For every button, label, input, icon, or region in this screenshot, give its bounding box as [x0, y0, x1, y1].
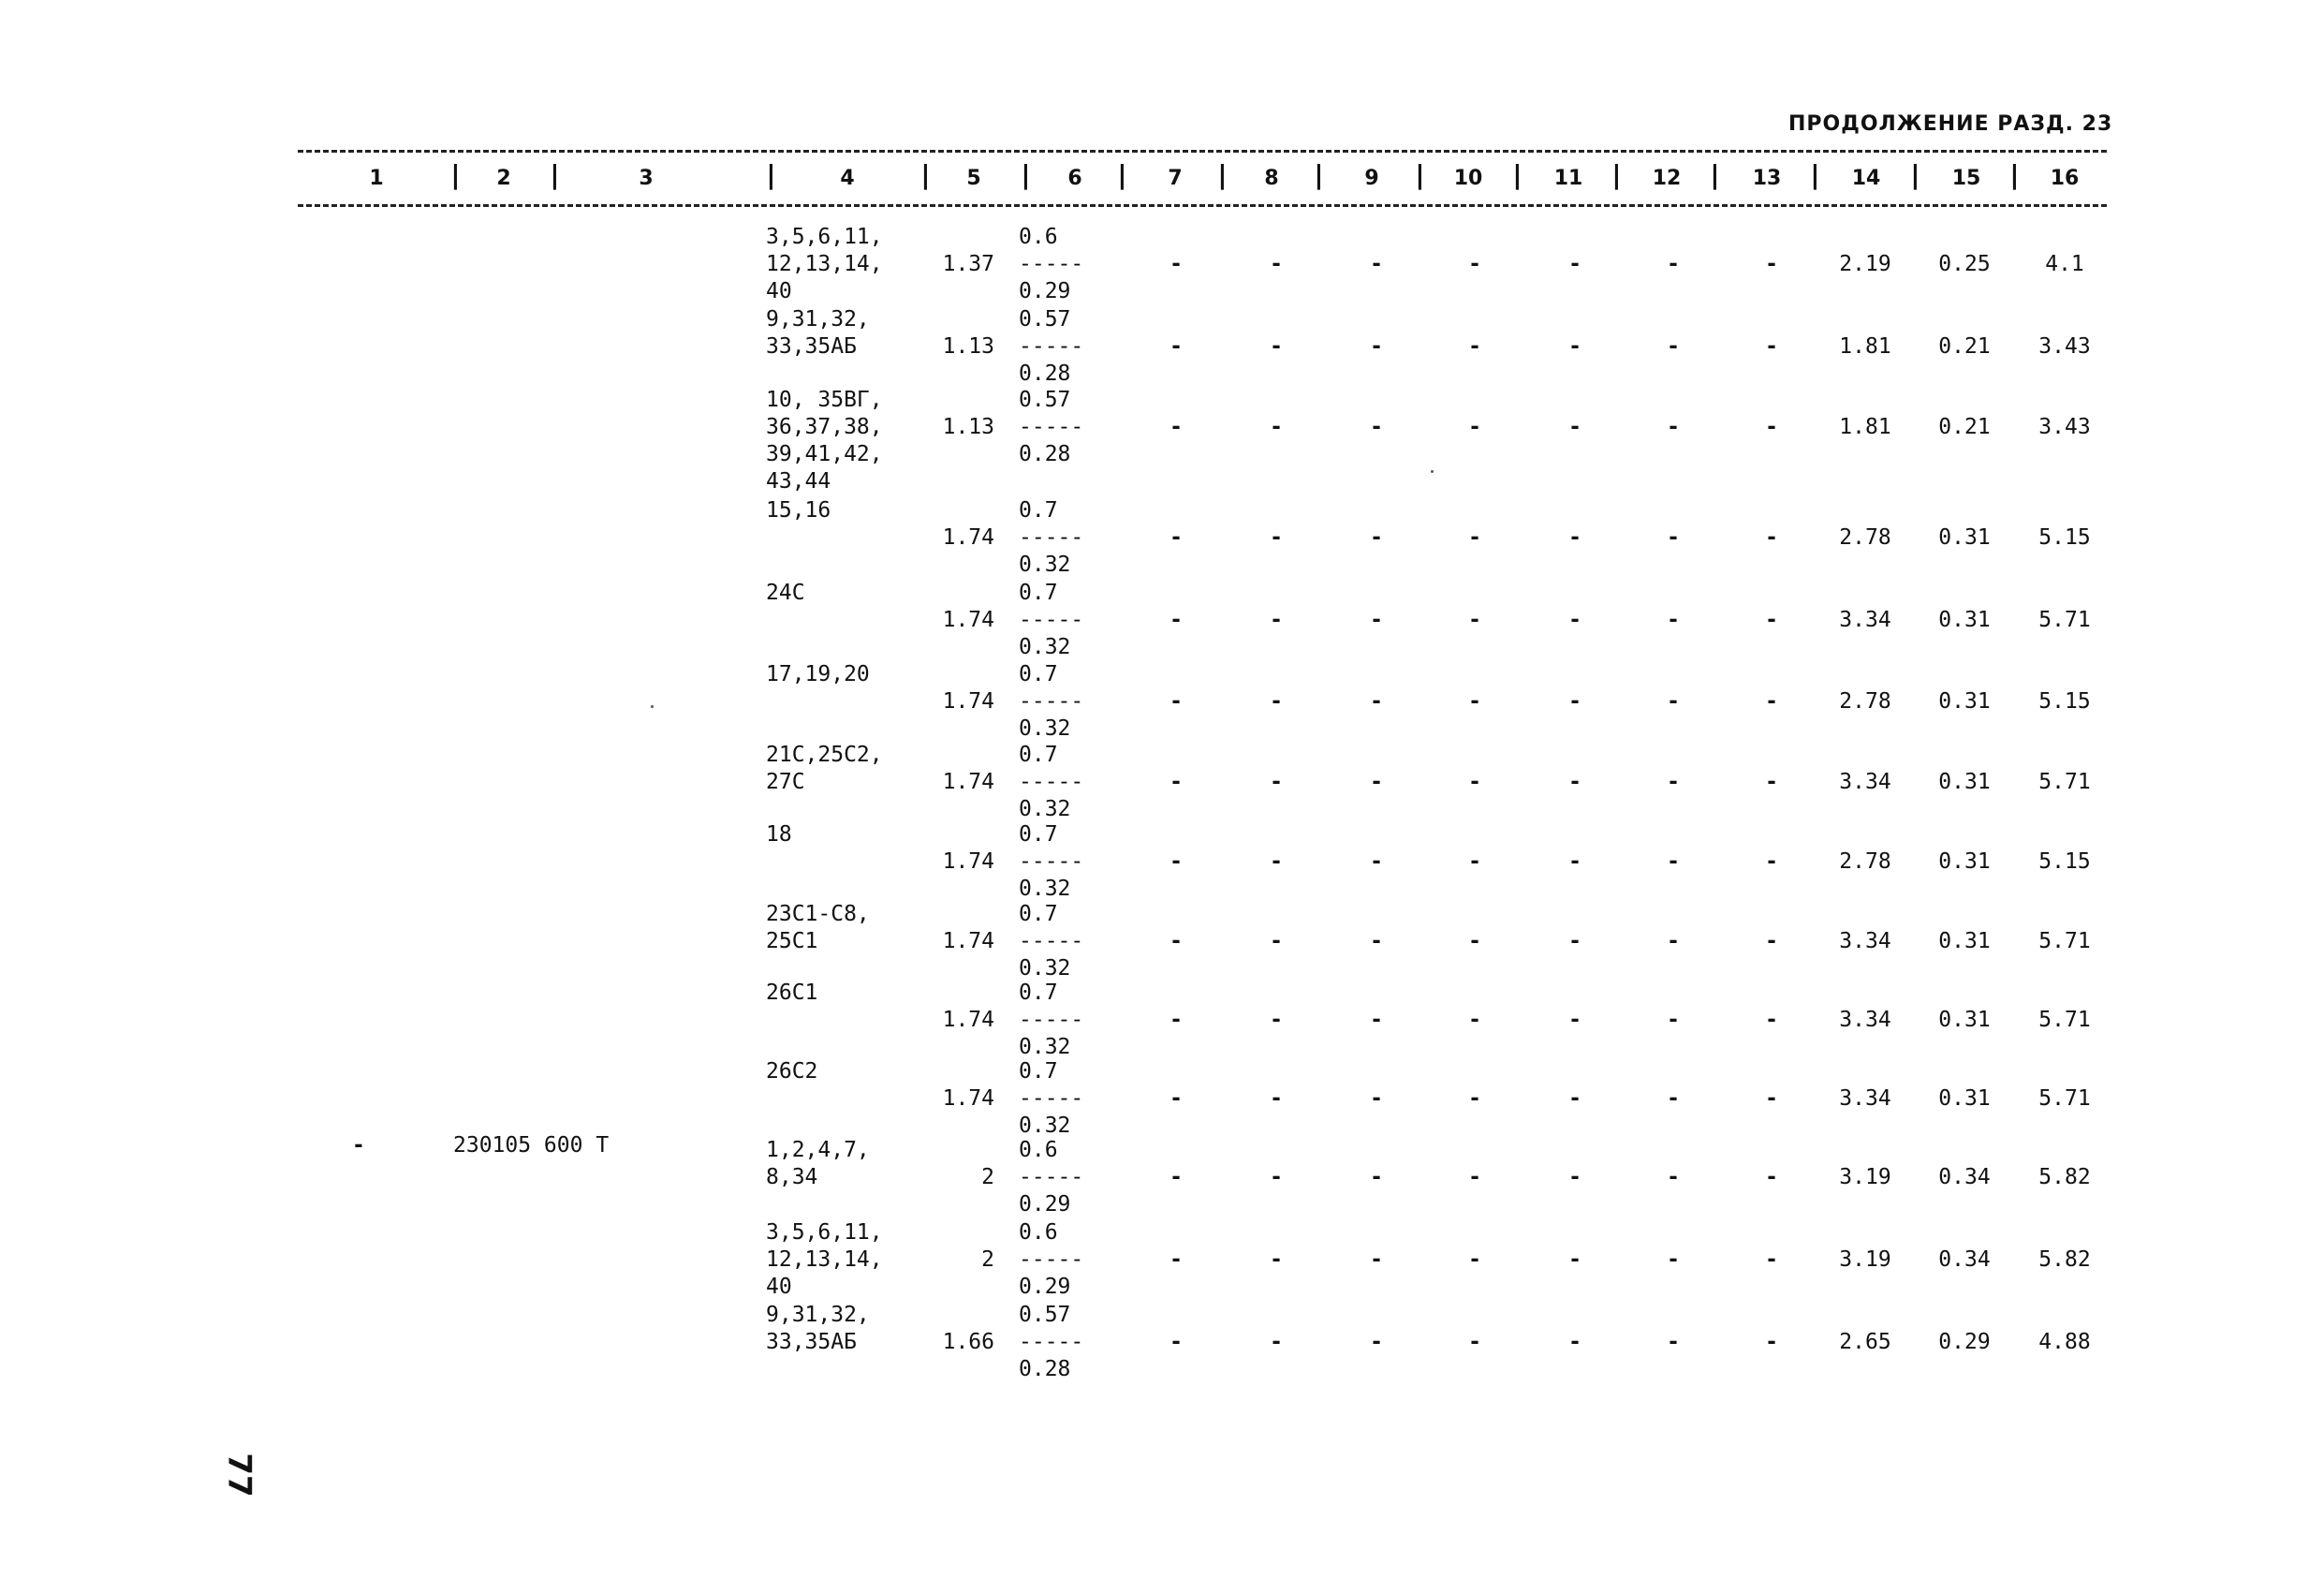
cell-col11: -: [1568, 252, 1581, 276]
cell-col5: 1.74: [942, 608, 994, 632]
fraction-bar: -----: [1019, 689, 1084, 714]
cell-col14: 3.34: [1839, 1086, 1891, 1111]
header-separator: |: [1509, 159, 1525, 190]
cell-col6: 0.7: [1019, 498, 1058, 523]
cell-col5: 1.74: [942, 770, 994, 794]
header-separator: |: [1018, 159, 1034, 190]
cell-col4: 26С1: [766, 981, 818, 1005]
fraction-bar: -----: [1019, 1330, 1084, 1354]
cell-col12: -: [1667, 929, 1680, 953]
cell-col7: -: [1169, 1247, 1183, 1272]
header-cell-14: 14: [1851, 167, 1881, 190]
cell-col4: 33,35АБ: [766, 334, 857, 359]
cell-col5: 1.74: [942, 1086, 994, 1111]
cell-col4: 21С,25С2,: [766, 743, 883, 767]
cell-col12: -: [1667, 1008, 1680, 1032]
cell-col14: 3.34: [1839, 608, 1891, 632]
header-cell-4: 4: [840, 167, 855, 190]
fraction-bar: -----: [1019, 849, 1084, 874]
cell-col6: 0.28: [1019, 361, 1071, 386]
fraction-bar: -----: [1019, 525, 1084, 550]
cell-col4: 33,35АБ: [766, 1330, 857, 1354]
cell-col6: 0.7: [1019, 822, 1058, 847]
header-cell-5: 5: [966, 167, 981, 190]
cell-col8: -: [1270, 849, 1283, 874]
cell-col5: 1.37: [942, 252, 994, 276]
fraction-bar: -----: [1019, 608, 1084, 632]
cell-col8: -: [1270, 252, 1283, 276]
cell-col13: -: [1765, 415, 1778, 439]
cell-col7: -: [1169, 929, 1183, 953]
header-separator: |: [1114, 159, 1130, 190]
cell-col4: 18: [766, 822, 792, 847]
cell-col15: 0.31: [1938, 1008, 1991, 1032]
cell-col8: -: [1270, 525, 1283, 550]
cell-col14: 3.34: [1839, 770, 1891, 794]
cell-col14: 2.78: [1839, 849, 1891, 874]
cell-col10: -: [1468, 1330, 1481, 1354]
cell-col15: 0.31: [1938, 770, 1991, 794]
cell-col15: 0.31: [1938, 689, 1991, 714]
cell-col4: 8,34: [766, 1165, 818, 1189]
cell-col13: -: [1765, 1247, 1778, 1272]
cell-col14: 2.19: [1839, 252, 1891, 276]
cell-col10: -: [1468, 608, 1481, 632]
cell-col12: -: [1667, 525, 1680, 550]
cell-col15: 0.34: [1938, 1247, 1991, 1272]
cell-col6: 0.7: [1019, 743, 1058, 767]
fraction-bar: -----: [1019, 1247, 1084, 1272]
header-separator: |: [763, 159, 779, 190]
cell-col10: -: [1468, 770, 1481, 794]
cell-col14: 1.81: [1839, 415, 1891, 439]
cell-col11: -: [1568, 525, 1581, 550]
cell-col5: 1.66: [942, 1330, 994, 1354]
cell-col10: -: [1468, 252, 1481, 276]
cell-col5: 1.74: [942, 929, 994, 953]
cell-col7: -: [1169, 252, 1183, 276]
cell-col9: -: [1370, 252, 1383, 276]
cell-col4: 1,2,4,7,: [766, 1138, 870, 1162]
header-separator: |: [1907, 159, 1923, 190]
cell-col7: -: [1169, 334, 1183, 359]
cell-col11: -: [1568, 770, 1581, 794]
cell-col6: 0.7: [1019, 981, 1058, 1005]
cell-col5: 1.74: [942, 849, 994, 874]
cell-col10: -: [1468, 415, 1481, 439]
section-caption: ПРОДОЛЖЕНИЕ РАЗД. 23: [1788, 112, 2113, 136]
cell-col6: 0.6: [1019, 1138, 1058, 1162]
header-cell-12: 12: [1652, 167, 1682, 190]
cell-col11: -: [1568, 608, 1581, 632]
cell-col6: 0.32: [1019, 1035, 1071, 1059]
cell-col7: -: [1169, 608, 1183, 632]
cell-col9: -: [1370, 415, 1383, 439]
cell-col13: -: [1765, 608, 1778, 632]
cell-col8: -: [1270, 770, 1283, 794]
cell-col5: 1.13: [942, 415, 994, 439]
header-separator: |: [547, 159, 563, 190]
cell-col4: 27С: [766, 770, 805, 794]
cell-col8: -: [1270, 1247, 1283, 1272]
cell-col8: -: [1270, 929, 1283, 953]
header-separator: |: [1412, 159, 1428, 190]
cell-col7: -: [1169, 415, 1183, 439]
cell-col12: -: [1667, 689, 1680, 714]
cell-col15: 0.31: [1938, 929, 1991, 953]
cell-col11: -: [1568, 689, 1581, 714]
cell-col5: 1.74: [942, 689, 994, 714]
fraction-bar: -----: [1019, 1008, 1084, 1032]
cell-col11: -: [1568, 334, 1581, 359]
cell-col9: -: [1370, 334, 1383, 359]
cell-col8: -: [1270, 415, 1283, 439]
cell-col11: -: [1568, 849, 1581, 874]
cell-col13: -: [1765, 849, 1778, 874]
cell-col12: -: [1667, 252, 1680, 276]
cell-col10: -: [1468, 929, 1481, 953]
cell-col7: -: [1169, 525, 1183, 550]
cell-col4: 39,41,42,: [766, 442, 883, 466]
cell-col6: 0.57: [1019, 307, 1071, 332]
cell-col16: 5.15: [2038, 689, 2091, 714]
cell-col4: 36,37,38,: [766, 415, 883, 439]
header-separator: |: [918, 159, 934, 190]
header-cell-13: 13: [1752, 167, 1782, 190]
cell-col14: 2.78: [1839, 689, 1891, 714]
cell-col14: 3.34: [1839, 929, 1891, 953]
cell-col13: -: [1765, 1165, 1778, 1189]
cell-col5: 2: [981, 1165, 994, 1189]
header-cell-2: 2: [496, 167, 511, 190]
header-cell-8: 8: [1264, 167, 1279, 190]
header-separator: |: [1707, 159, 1723, 190]
cell-col9: -: [1370, 1330, 1383, 1354]
cell-col6: 0.7: [1019, 581, 1058, 605]
cell-col7: -: [1169, 1008, 1183, 1032]
cell-col4: 17,19,20: [766, 662, 870, 686]
cell-col5: 1.13: [942, 334, 994, 359]
cell-col6: 0.28: [1019, 1357, 1071, 1381]
cell-col6: 0.32: [1019, 956, 1071, 981]
cell-col4: 25С1: [766, 929, 818, 953]
cell-col10: -: [1468, 334, 1481, 359]
cell-col16: 5.15: [2038, 849, 2091, 874]
cell-col16: 5.71: [2038, 608, 2091, 632]
cell-col6: 0.32: [1019, 716, 1071, 741]
cell-col4: 26С2: [766, 1059, 818, 1084]
cell-col6: 0.6: [1019, 1220, 1058, 1245]
cell-col9: -: [1370, 1247, 1383, 1272]
cell-col15: 0.34: [1938, 1165, 1991, 1189]
cell-col7: -: [1169, 770, 1183, 794]
cell-col16: 3.43: [2038, 415, 2091, 439]
cell-col13: -: [1765, 1008, 1778, 1032]
cell-col14: 1.81: [1839, 334, 1891, 359]
cell-col7: -: [1169, 1165, 1183, 1189]
cell-col5: 1.74: [942, 1008, 994, 1032]
fraction-bar: -----: [1019, 770, 1084, 794]
cell-col8: -: [1270, 334, 1283, 359]
scan-speck: [651, 705, 654, 708]
fraction-bar: -----: [1019, 929, 1084, 953]
cell-col10: -: [1468, 849, 1481, 874]
cell-col4: 3,5,6,11,: [766, 1220, 883, 1245]
cell-col13: -: [1765, 689, 1778, 714]
cell-col6: 0.29: [1019, 279, 1071, 303]
cell-col6: 0.28: [1019, 442, 1071, 466]
cell-col10: -: [1468, 1008, 1481, 1032]
header-separator: |: [448, 159, 463, 190]
cell-col6: 0.32: [1019, 877, 1071, 901]
header-cell-1: 1: [369, 167, 384, 190]
fraction-bar: -----: [1019, 334, 1084, 359]
cell-col6: 0.32: [1019, 797, 1071, 821]
cell-col10: -: [1468, 1165, 1481, 1189]
cell-col9: -: [1370, 1165, 1383, 1189]
cell-col9: -: [1370, 689, 1383, 714]
cell-col16: 5.71: [2038, 929, 2091, 953]
cell-col7: -: [1169, 1330, 1183, 1354]
cell-col6: 0.32: [1019, 635, 1071, 659]
cell-col16: 4.88: [2038, 1330, 2091, 1354]
cell-col14: 2.78: [1839, 525, 1891, 550]
cell-col8: -: [1270, 1008, 1283, 1032]
cell-col16: 5.15: [2038, 525, 2091, 550]
cell-col6: 0.29: [1019, 1192, 1071, 1217]
header-separator: |: [1214, 159, 1230, 190]
header-separator: |: [1311, 159, 1327, 190]
header-cell-11: 11: [1553, 167, 1583, 190]
scan-speck: [1431, 470, 1434, 473]
cell-col13: -: [1765, 1086, 1778, 1111]
cell-col6: 0.7: [1019, 662, 1058, 686]
cell-col4: 24С: [766, 581, 805, 605]
cell-col4: 9,31,32,: [766, 1303, 870, 1327]
cell-col16: 5.71: [2038, 770, 2091, 794]
cell-col14: 3.19: [1839, 1247, 1891, 1272]
header-cell-16: 16: [2050, 167, 2080, 190]
header-separator: |: [1609, 159, 1625, 190]
cell-col14: 3.19: [1839, 1165, 1891, 1189]
header-cell-15: 15: [1951, 167, 1981, 190]
header-separator: |: [1807, 159, 1823, 190]
fraction-bar: -----: [1019, 1165, 1084, 1189]
cell-col12: -: [1667, 334, 1680, 359]
cell-col16: 4.1: [2045, 252, 2084, 276]
cell-col13: -: [1765, 525, 1778, 550]
cell-col4: 12,13,14,: [766, 252, 883, 276]
header-cell-6: 6: [1067, 167, 1082, 190]
cell-col9: -: [1370, 849, 1383, 874]
cell-col7: -: [1169, 849, 1183, 874]
cell-col8: -: [1270, 608, 1283, 632]
cell-col14: 3.34: [1839, 1008, 1891, 1032]
cell-col10: -: [1468, 1086, 1481, 1111]
cell-col8: -: [1270, 1086, 1283, 1111]
cell-col6: 0.7: [1019, 902, 1058, 926]
cell-col11: -: [1568, 1086, 1581, 1111]
cell-col4: 10, 35ВГ,: [766, 388, 883, 412]
cell-col4: 40: [766, 279, 792, 303]
cell-col15: 0.31: [1938, 1086, 1991, 1111]
header-cell-9: 9: [1364, 167, 1379, 190]
cell-col5: 1.74: [942, 525, 994, 550]
cell-col13: -: [1765, 1330, 1778, 1354]
cell-col4: 15,16: [766, 498, 831, 523]
fraction-bar: -----: [1019, 1086, 1084, 1111]
cell-col11: -: [1568, 1330, 1581, 1354]
cell-col6: 0.57: [1019, 388, 1071, 412]
cell-col10: -: [1468, 689, 1481, 714]
group-marker: -: [352, 1133, 365, 1158]
cell-col11: -: [1568, 1165, 1581, 1189]
cell-col11: -: [1568, 1247, 1581, 1272]
cell-col6: 0.7: [1019, 1059, 1058, 1084]
cell-col6: 0.57: [1019, 1303, 1071, 1327]
cell-col14: 2.65: [1839, 1330, 1891, 1354]
cell-col7: -: [1169, 689, 1183, 714]
header-cell-7: 7: [1168, 167, 1183, 190]
header-cell-3: 3: [639, 167, 654, 190]
cell-col6: 0.32: [1019, 1114, 1071, 1138]
cell-col4: 12,13,14,: [766, 1247, 883, 1272]
cell-col7: -: [1169, 1086, 1183, 1111]
cell-col4: 23С1-С8,: [766, 902, 870, 926]
header-cell-10: 10: [1453, 167, 1483, 190]
header-separator: |: [2007, 159, 2022, 190]
cell-col15: 0.31: [1938, 608, 1991, 632]
cell-col16: 5.71: [2038, 1008, 2091, 1032]
cell-col15: 0.25: [1938, 252, 1991, 276]
cell-col8: -: [1270, 1165, 1283, 1189]
cell-col15: 0.21: [1938, 334, 1991, 359]
cell-col9: -: [1370, 1086, 1383, 1111]
cell-col11: -: [1568, 929, 1581, 953]
cell-col9: -: [1370, 770, 1383, 794]
fraction-bar: -----: [1019, 415, 1084, 439]
cell-col12: -: [1667, 849, 1680, 874]
cell-col12: -: [1667, 1086, 1680, 1111]
table-header-rule: [298, 204, 2107, 207]
cell-col4: 43,44: [766, 469, 831, 494]
cell-col12: -: [1667, 608, 1680, 632]
cell-col6: 0.32: [1019, 553, 1071, 577]
table-top-rule: [298, 150, 2107, 153]
cell-col9: -: [1370, 525, 1383, 550]
cell-col16: 5.71: [2038, 1086, 2091, 1111]
cell-col12: -: [1667, 770, 1680, 794]
cell-col9: -: [1370, 608, 1383, 632]
cell-col9: -: [1370, 1008, 1383, 1032]
fraction-bar: -----: [1019, 252, 1084, 276]
cell-col12: -: [1667, 1165, 1680, 1189]
cell-col15: 0.29: [1938, 1330, 1991, 1354]
cell-col16: 5.82: [2038, 1165, 2091, 1189]
page-number: 77: [220, 1453, 258, 1497]
cell-col4: 9,31,32,: [766, 307, 870, 332]
cell-col16: 3.43: [2038, 334, 2091, 359]
cell-col12: -: [1667, 415, 1680, 439]
cell-col10: -: [1468, 525, 1481, 550]
cell-col15: 0.31: [1938, 849, 1991, 874]
cell-col15: 0.21: [1938, 415, 1991, 439]
cell-col12: -: [1667, 1247, 1680, 1272]
cell-col15: 0.31: [1938, 525, 1991, 550]
cell-col5: 2: [981, 1247, 994, 1272]
cell-col13: -: [1765, 252, 1778, 276]
cell-col11: -: [1568, 415, 1581, 439]
cell-col13: -: [1765, 770, 1778, 794]
cell-col9: -: [1370, 929, 1383, 953]
cell-col12: -: [1667, 1330, 1680, 1354]
cell-col6: 0.6: [1019, 225, 1058, 249]
cell-col16: 5.82: [2038, 1247, 2091, 1272]
cell-col10: -: [1468, 1247, 1481, 1272]
cell-col13: -: [1765, 929, 1778, 953]
cell-col8: -: [1270, 1330, 1283, 1354]
group-code: 230105 600 Т: [453, 1133, 610, 1158]
cell-col11: -: [1568, 1008, 1581, 1032]
cell-col8: -: [1270, 689, 1283, 714]
cell-col6: 0.29: [1019, 1275, 1071, 1299]
cell-col4: 3,5,6,11,: [766, 225, 883, 249]
cell-col4: 40: [766, 1275, 792, 1299]
cell-col13: -: [1765, 334, 1778, 359]
